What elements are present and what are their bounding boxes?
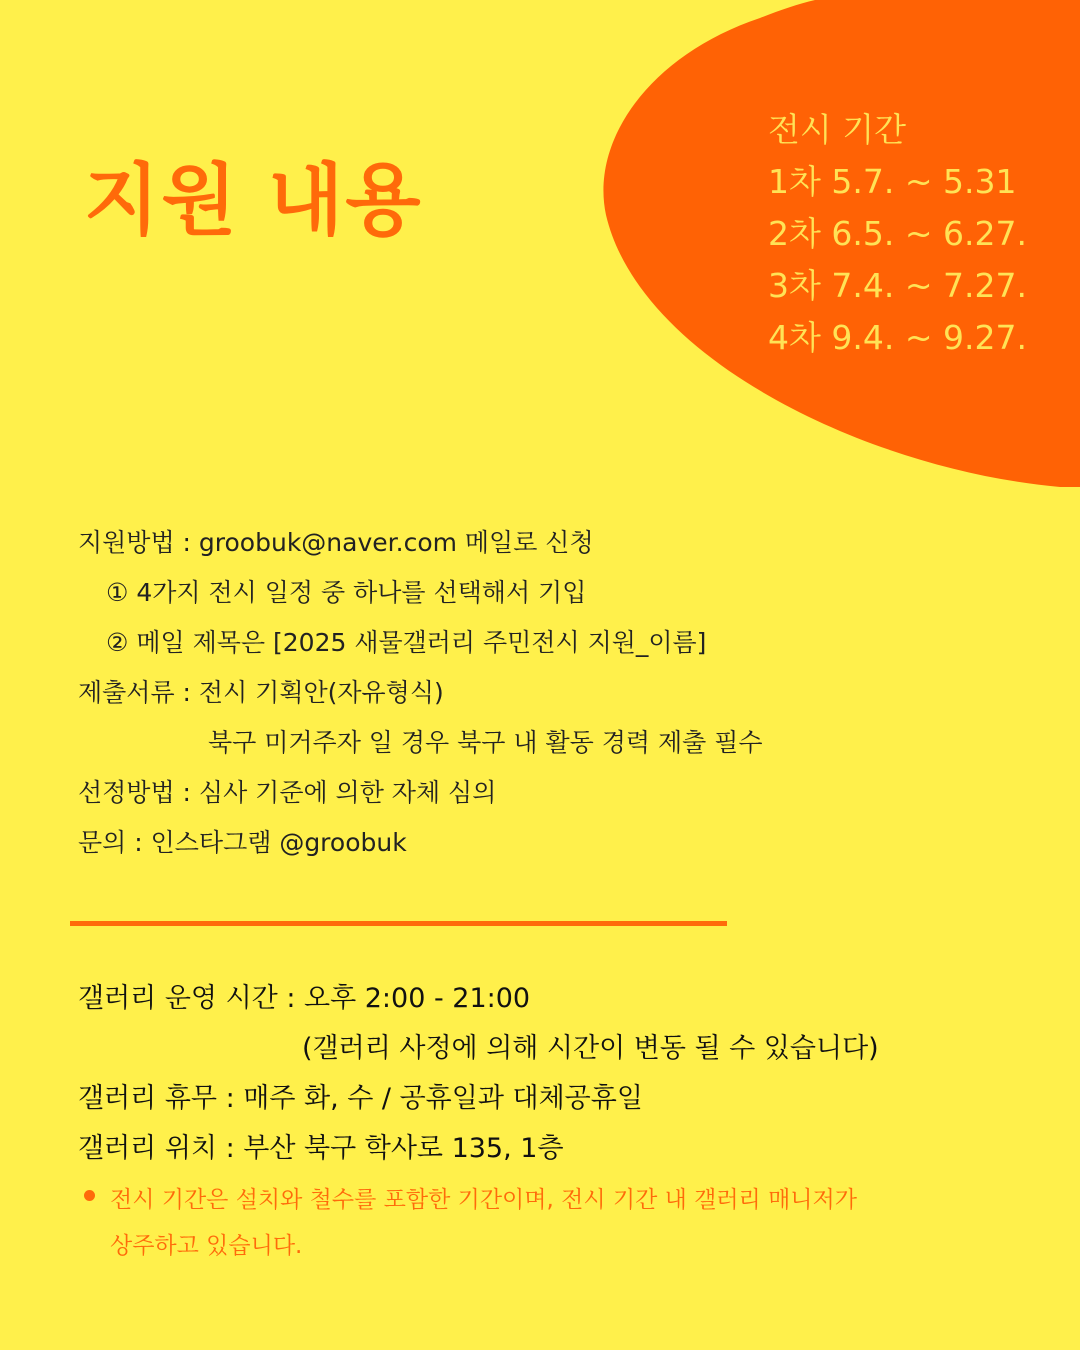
apply-step-2: ② 메일 제목은 [2025 새물갤러리 주민전시 지원_이름]	[106, 628, 707, 657]
gallery-closed-days: 갤러리 휴무 : 매주 화, 수 / 공휴일과 대체공휴일	[78, 1083, 643, 1114]
periods-heading: 전시 기간	[768, 110, 907, 149]
gallery-hours: 갤러리 운영 시간 : 오후 2:00 - 21:00	[78, 983, 531, 1014]
period-round-1: 1차 5.7. ~ 5.31	[768, 162, 1017, 201]
page-title: 지원 내용	[84, 156, 423, 246]
apply-documents: 제출서류 : 전시 기획안(자유형식)	[78, 678, 444, 707]
section-divider	[70, 921, 727, 926]
apply-step-1: ① 4가지 전시 일정 중 하나를 선택해서 기입	[106, 578, 587, 607]
gallery-location: 갤러리 위치 : 부산 북구 학사로 135, 1층	[78, 1133, 564, 1164]
notice-line-1: 전시 기간은 설치와 철수를 포함한 기간이며, 전시 기간 내 갤러리 매니저가	[110, 1187, 857, 1213]
period-round-3: 3차 7.4. ~ 7.27.	[768, 266, 1027, 305]
bullet-icon	[84, 1190, 95, 1201]
notice-line-2: 상주하고 있습니다.	[110, 1233, 303, 1259]
apply-selection: 선정방법 : 심사 기준에 의한 자체 심의	[78, 778, 497, 807]
apply-method: 지원방법 : groobuk@naver.com 메일로 신청	[78, 528, 594, 557]
apply-documents-note: 북구 미거주자 일 경우 북구 내 활동 경력 제출 필수	[208, 728, 763, 757]
gallery-hours-note: (갤러리 사정에 의해 시간이 변동 될 수 있습니다)	[302, 1033, 879, 1064]
exhibition-periods	[768, 104, 1027, 364]
period-round-2: 2차 6.5. ~ 6.27.	[768, 214, 1027, 253]
apply-contact: 문의 : 인스타그램 @groobuk	[78, 828, 407, 857]
period-round-4: 4차 9.4. ~ 9.27.	[768, 318, 1027, 357]
